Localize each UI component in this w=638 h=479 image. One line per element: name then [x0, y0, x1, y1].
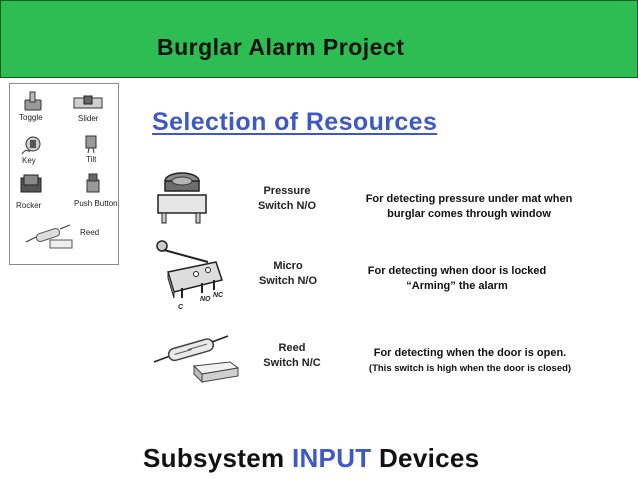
footer-prefix: Subsystem	[143, 443, 292, 473]
device-desc-line2: “Arming” the alarm	[406, 280, 508, 292]
footer-title	[143, 443, 479, 474]
footer-suffix: Devices	[371, 443, 480, 473]
thumb-label-reed: Reed	[80, 228, 100, 237]
device-desc-line1: For detecting when the door is open.	[373, 347, 567, 359]
tilt-switch-icon	[80, 134, 102, 154]
reed-switch-icon	[152, 328, 244, 386]
pin-label-c: C	[178, 304, 184, 311]
key-switch-icon	[20, 134, 46, 156]
slide-title: Selection of Resources	[152, 108, 438, 136]
device-name-micro	[243, 259, 333, 289]
thumb-label-slider: Slider	[78, 114, 99, 123]
device-desc-micro	[346, 264, 568, 294]
slide-switch-icon	[72, 94, 106, 112]
device-name-line2: Switch N/C	[263, 357, 321, 369]
device-name-line1: Pressure	[263, 185, 311, 197]
thumb-label-rocker: Rocker	[16, 201, 42, 210]
title-banner	[0, 0, 638, 78]
switch-types-panel	[9, 83, 119, 265]
rocker-switch-icon	[18, 172, 46, 198]
thumb-label-push-button: Push Button	[74, 199, 118, 208]
pin-label-nc: NC	[213, 292, 224, 299]
device-desc-pressure	[338, 192, 600, 222]
device-desc-reed	[350, 346, 590, 376]
device-desc-line1: For detecting when door is locked	[367, 265, 547, 277]
banner-title: Burglar Alarm Project	[157, 34, 405, 60]
micro-switch-icon	[150, 238, 232, 312]
device-desc-line1: For detecting pressure under mat when	[365, 193, 573, 205]
device-name-reed	[247, 341, 337, 371]
pin-label-no: NO	[200, 296, 211, 303]
device-name-line1: Reed	[278, 342, 306, 354]
thumb-label-toggle: Toggle	[19, 113, 43, 122]
device-name-line2: Switch N/O	[258, 275, 318, 287]
thumb-label-tilt: Tilt	[86, 155, 97, 164]
device-name-line1: Micro	[273, 260, 303, 272]
push-button-icon	[82, 172, 104, 196]
footer-highlight: INPUT	[291, 443, 372, 473]
toggle-switch-icon	[22, 90, 44, 112]
device-desc-line2: burglar comes through window	[387, 208, 551, 220]
device-desc-line2: (This switch is high when the door is closed)	[368, 363, 572, 374]
device-name-pressure	[242, 184, 332, 214]
thumb-label-key: Key	[22, 156, 36, 165]
pressure-switch-icon	[154, 167, 214, 227]
device-name-line2: Switch N/O	[257, 200, 317, 212]
reed-switch-icon	[24, 220, 80, 254]
